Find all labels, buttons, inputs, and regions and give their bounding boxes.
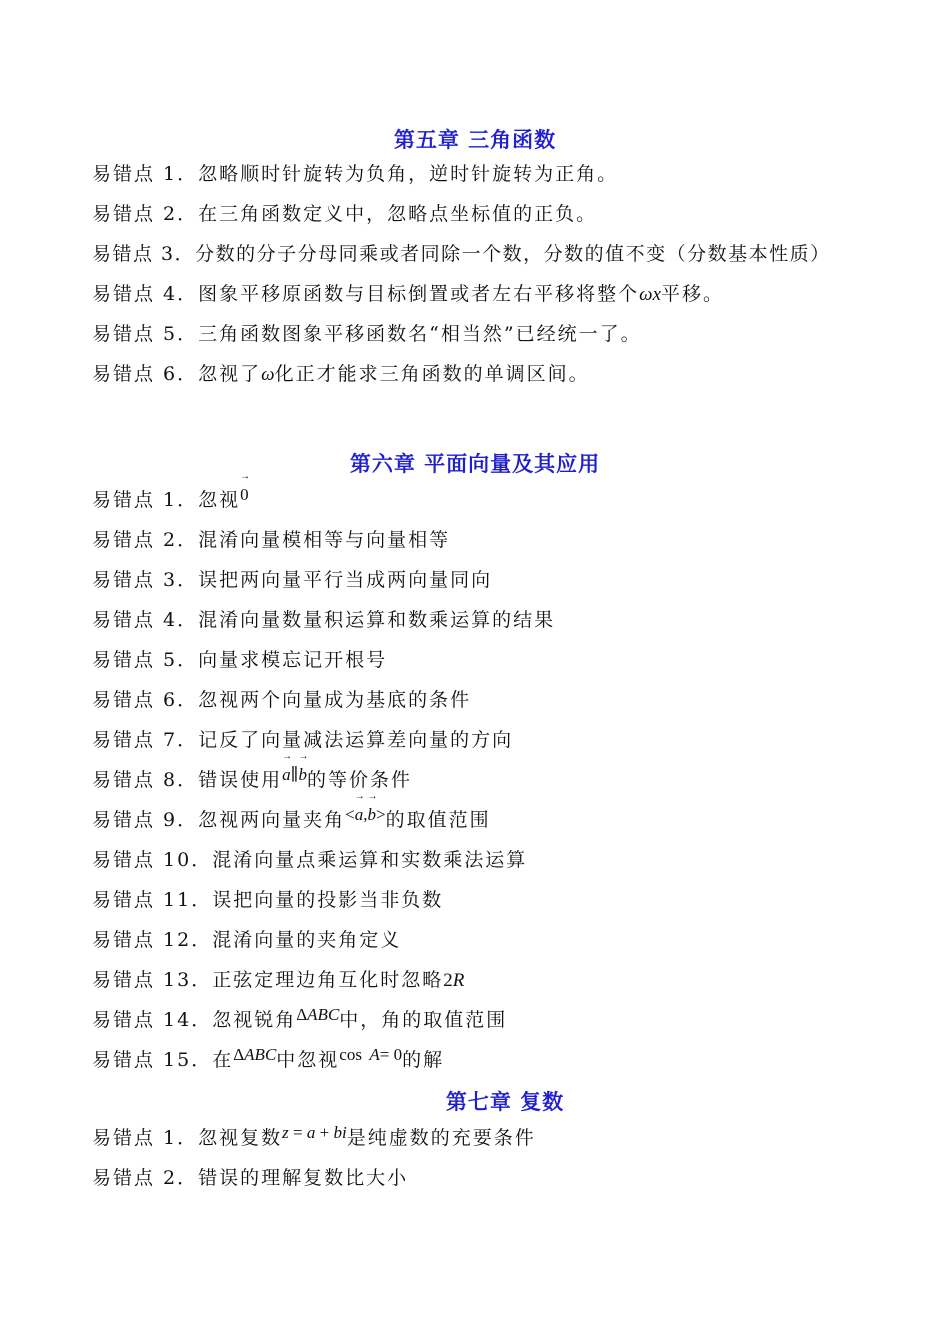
item-prefix: 易错点 2． (92, 1167, 199, 1189)
ch6-item-10 (92, 848, 527, 872)
cos-equation (339, 1045, 402, 1065)
item-text: 分数的分子分母同乘或者同除一个数，分数的值不变（分数基本性质） (195, 243, 831, 265)
ch5-item-4 (92, 282, 724, 306)
item-text: 忽略顺时针旋转为负角，逆时针旋转为正角。 (198, 163, 619, 185)
math-z: z (282, 1123, 289, 1142)
ch6-item-11 (92, 888, 443, 912)
ch5-item-3 (92, 242, 831, 266)
math-angle-a: A (369, 1045, 380, 1064)
item-prefix: 易错点 6． (92, 363, 199, 385)
item-text: 误把两向量平行当成两向量同向 (198, 569, 493, 591)
item-prefix: 易错点 5． (92, 323, 199, 345)
zero-vector: → 0 (240, 471, 251, 504)
vector-a: → a (282, 751, 293, 784)
complex-expression (282, 1123, 347, 1143)
ch7-item-1 (92, 1123, 536, 1150)
item-text-b: 的解 (402, 1049, 445, 1071)
ch6-item-9 (92, 791, 491, 832)
ch6-item-3 (92, 568, 492, 592)
item-text: 混淆向量数量积运算和数乘运算的结果 (198, 609, 556, 631)
item-prefix: 易错点 1． (92, 163, 199, 185)
vector-arrow: → (282, 751, 293, 762)
ch6-item-1 (92, 471, 251, 512)
chapter-5-title: 第五章 三角函数 (393, 128, 557, 152)
angle-expression (345, 791, 386, 825)
ch6-item-15 (92, 1045, 445, 1072)
item-text-a: 忽视两向量夹角 (198, 809, 346, 831)
math-number: 2 (443, 970, 453, 991)
ch5-item-5 (92, 322, 642, 346)
chapter-7-title: 第七章 复数 (445, 1090, 565, 1114)
delta-symbol: Δ (233, 1045, 245, 1064)
triangle-expression (233, 1045, 276, 1065)
vector-arrow: → (298, 751, 309, 762)
item-text: 向量求模忘记开根号 (198, 649, 388, 671)
ch6-item-5 (92, 648, 387, 672)
item-text-a: 忽视 (198, 489, 241, 511)
item-text-a: 忽视了 (198, 363, 262, 385)
item-text-a: 在 (212, 1049, 234, 1071)
ch5-item-1 (92, 162, 618, 186)
item-text-a: 忽视复数 (198, 1127, 283, 1149)
item-prefix: 易错点 14． (92, 1009, 213, 1031)
ch6-item-4 (92, 608, 555, 632)
item-text: 混淆向量模相等与向量相等 (198, 529, 451, 551)
item-text-a: 图象平移原函数与目标倒置或者左右平移将整个 (198, 283, 640, 305)
item-prefix: 易错点 13． (92, 969, 213, 991)
item-text: 混淆向量点乘运算和实数乘法运算 (212, 849, 528, 871)
item-text-a: 正弦定理边角互化时忽略 (212, 969, 444, 991)
item-text: 在三角函数定义中，忽略点坐标值的正负。 (198, 203, 598, 225)
ch6-item-14 (92, 1005, 508, 1032)
ch6-item-7 (92, 728, 513, 752)
item-prefix: 易错点 1． (92, 1127, 199, 1149)
ch6-item-2 (92, 528, 450, 552)
item-prefix: 易错点 12． (92, 929, 213, 951)
item-prefix: 易错点 3． (92, 569, 199, 591)
angle-close: > (376, 805, 386, 824)
math-cos: cos (339, 1045, 362, 1064)
ch5-item-2 (92, 202, 597, 226)
vector-arrow: → (240, 471, 251, 482)
item-text-b: 的等价条件 (307, 769, 413, 791)
item-prefix: 易错点 9． (92, 809, 199, 831)
vector-a: → a (354, 791, 365, 824)
math-omega-x: ωx (639, 284, 662, 305)
math-plus: + (315, 1123, 334, 1142)
ch7-item-2 (92, 1166, 408, 1190)
angle-open: < (345, 805, 355, 824)
item-prefix: 易错点 4． (92, 609, 199, 631)
math-triangle: ABC (307, 1005, 340, 1024)
item-text-a: 错误使用 (198, 769, 283, 791)
math-omega: ω (261, 364, 275, 385)
ch6-item-12 (92, 928, 401, 952)
parallel-symbol: ∥ (290, 765, 299, 784)
item-text: 误把向量的投影当非负数 (212, 889, 444, 911)
item-text-b: 的取值范围 (385, 809, 491, 831)
item-text: 忽视两个向量成为基底的条件 (198, 689, 472, 711)
vector-b: → b (367, 791, 378, 824)
parallel-expression (282, 751, 309, 785)
item-text-b: 是纯虚数的充要条件 (346, 1127, 536, 1149)
comma: , (363, 805, 368, 824)
math-radius: R (452, 970, 465, 991)
item-prefix: 易错点 5． (92, 649, 199, 671)
item-prefix: 易错点 6． (92, 689, 199, 711)
triangle-expression (296, 1005, 339, 1025)
ch6-item-13 (92, 968, 464, 992)
item-text: 错误的理解复数比大小 (198, 1167, 409, 1189)
item-prefix: 易错点 4． (92, 283, 199, 305)
item-text: 三角函数图象平移函数名“相当然”已经统一了。 (198, 323, 642, 345)
item-text: 混淆向量的夹角定义 (212, 929, 402, 951)
item-text-mid: 中忽视 (276, 1049, 340, 1071)
item-text-a: 忽视锐角 (212, 1009, 297, 1031)
ch6-item-6 (92, 688, 471, 712)
delta-symbol: Δ (296, 1005, 308, 1024)
item-prefix: 易错点 8． (92, 769, 199, 791)
vector-b: → b (298, 751, 309, 784)
item-prefix: 易错点 10． (92, 849, 213, 871)
item-text-b: 化正才能求三角函数的单调区间。 (274, 363, 590, 385)
item-prefix: 易错点 3． (92, 243, 196, 265)
item-prefix: 易错点 2． (92, 203, 199, 225)
chapter-6-title: 第六章 平面向量及其应用 (349, 452, 601, 476)
math-a: a (306, 1123, 316, 1142)
ch5-item-6 (92, 362, 590, 386)
vector-arrow: → (354, 791, 365, 802)
item-text-b: 中，角的取值范围 (339, 1009, 508, 1031)
math-equals-zero: = 0 (379, 1045, 403, 1064)
vector-arrow: → (367, 791, 378, 802)
math-equals: = (288, 1123, 307, 1142)
item-text: 记反了向量减法运算差向量的方向 (198, 729, 514, 751)
item-text-b: 平移。 (661, 283, 725, 305)
ch6-item-8 (92, 751, 413, 792)
item-prefix: 易错点 11． (92, 889, 213, 911)
item-prefix: 易错点 7． (92, 729, 199, 751)
item-prefix: 易错点 1． (92, 489, 199, 511)
math-triangle: ABC (244, 1045, 277, 1064)
item-prefix: 易错点 2． (92, 529, 199, 551)
math-bi: bi (333, 1123, 347, 1142)
item-prefix: 易错点 15． (92, 1049, 213, 1071)
